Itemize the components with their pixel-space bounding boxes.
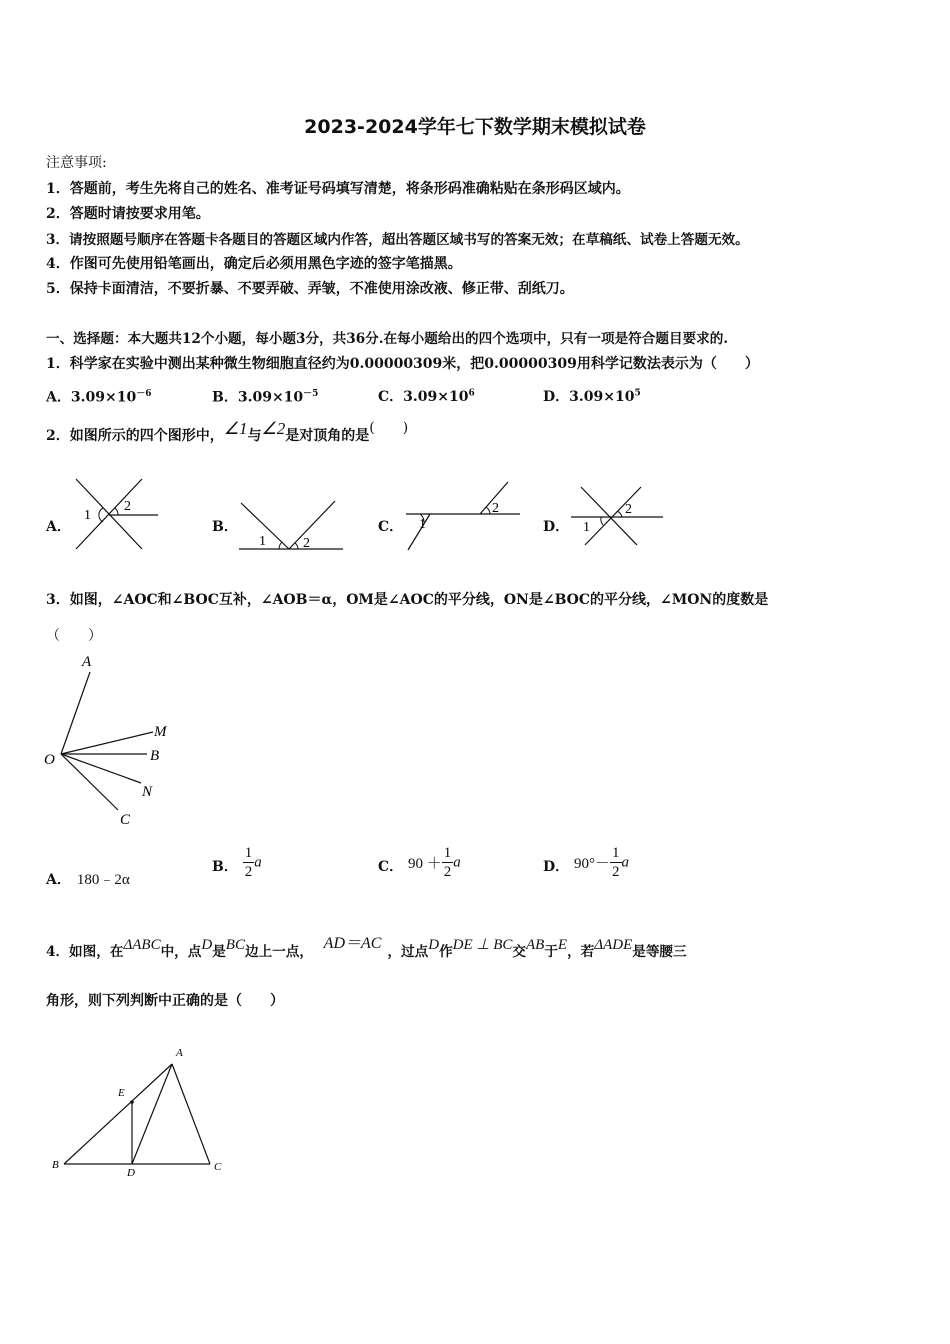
q2-figure-a [70,475,165,555]
q3-option-d[interactable]: D． 90°－ $\frac{1}{2}$ a [543,845,630,880]
q2-stem: 2．如图所示的四个图形中，∠1与∠2是对顶角的是( ) [46,419,409,444]
q4-point-e: E [118,1087,125,1099]
q3-point-o: O [44,752,55,768]
q2-figure-d [567,483,667,548]
q3-point-m: M [154,724,167,740]
q2-a-label-2: 2 [124,499,131,514]
notice-item-3: 3．请按照题号顺序在答题卡各题目的答题区域内作答，超出答题区域书写的答案无效；在草稿纸、试卷上答题无效。 [46,232,749,248]
q2-c-label-2: 2 [492,501,499,516]
q3-point-b: B [150,748,160,764]
q1-option-d[interactable]: D．$3.09\times 10^5$ [543,388,641,405]
page-title: 2023-2024学年七下数学期末模拟试卷 [304,116,646,138]
q2-option-a[interactable]: A． [46,519,71,535]
q3-point-n: N [142,784,153,800]
q3-paren: （ ） [46,628,102,644]
notice-item-5: 5．保持卡面清洁，不要折暴、不要弄破、弄皱，不准使用涂改液、修正带、刮纸刀。 [46,281,574,297]
q2-option-b[interactable]: B． [212,519,238,535]
q2-option-d[interactable]: D． [543,519,570,535]
q4-point-d: D [127,1167,135,1179]
q3-option-c[interactable]: C． 90 ＋ $\frac{1}{2}$ a [378,845,461,880]
q4-stem: 4．如图，在ΔABC中，点D是BC边上一点， AD＝AC ，过点D作DE ⊥ BC交AB于E，若ΔADE是等腰三 [46,935,687,960]
q1-option-b[interactable]: B．$3.09\times 10^{-5}$ [212,389,319,406]
q4-point-c: C [214,1161,222,1173]
q4-figure [48,1040,233,1180]
q3-point-c: C [120,812,131,828]
q3-option-b[interactable]: B． $\frac{1}{2}$ a [212,845,262,880]
q3-point-a: A [82,654,92,670]
q2-b-label-2: 2 [303,536,310,551]
q4-point-a: A [176,1047,183,1059]
notice-heading: 注意事项: [46,155,107,171]
q2-b-label-1: 1 [259,534,266,549]
notice-item-1: 1．答题前，考生先将自己的姓名、准考证号码填写清楚，将条形码准确粘贴在条形码区域内。 [46,181,630,197]
q4-point-b: B [52,1159,59,1171]
q3-stem: 3．如图，∠AOC和∠BOC互补，∠AOB＝α，OM是∠AOC的平分线，ON是∠BOC的平分线，∠MON的度数是 [46,592,769,608]
notice-item-4: 4．作图可先使用铅笔画出，确定后必须用黑色字迹的签字笔描黑。 [46,256,462,272]
q4-stem-line-2: 角形，则下列判断中正确的是（ ） [46,993,284,1009]
q1-stem: 1．科学家在实验中测出某种微生物细胞直径约为0.00000309米，把0.00000309用科学记数法表示为（ ） [46,356,759,372]
q3-figure [40,650,180,835]
q1-option-a[interactable]: A．$3.09\times 10^{-6}$ [46,389,152,406]
section-1-heading: 一、选择题：本大题共12个小题，每小题3分，共36分.在每小题给出的四个选项中，只有一项是符合题目要求的. [46,331,729,347]
q1-option-c[interactable]: C．$3.09\times 10^6$ [378,388,475,405]
q2-figure-c [400,478,525,553]
q2-d-label-2: 2 [625,502,632,517]
notice-item-2: 2．答题时请按要求用笔。 [46,206,210,222]
q3-option-a[interactable]: A． 180﹣2α [46,872,130,888]
q2-c-label-1: 1 [419,517,426,532]
q2-d-label-1: 1 [583,520,590,535]
q2-figure-b [235,495,350,555]
q2-option-c[interactable]: C． [378,519,404,535]
q2-a-label-1: 1 [84,508,91,523]
